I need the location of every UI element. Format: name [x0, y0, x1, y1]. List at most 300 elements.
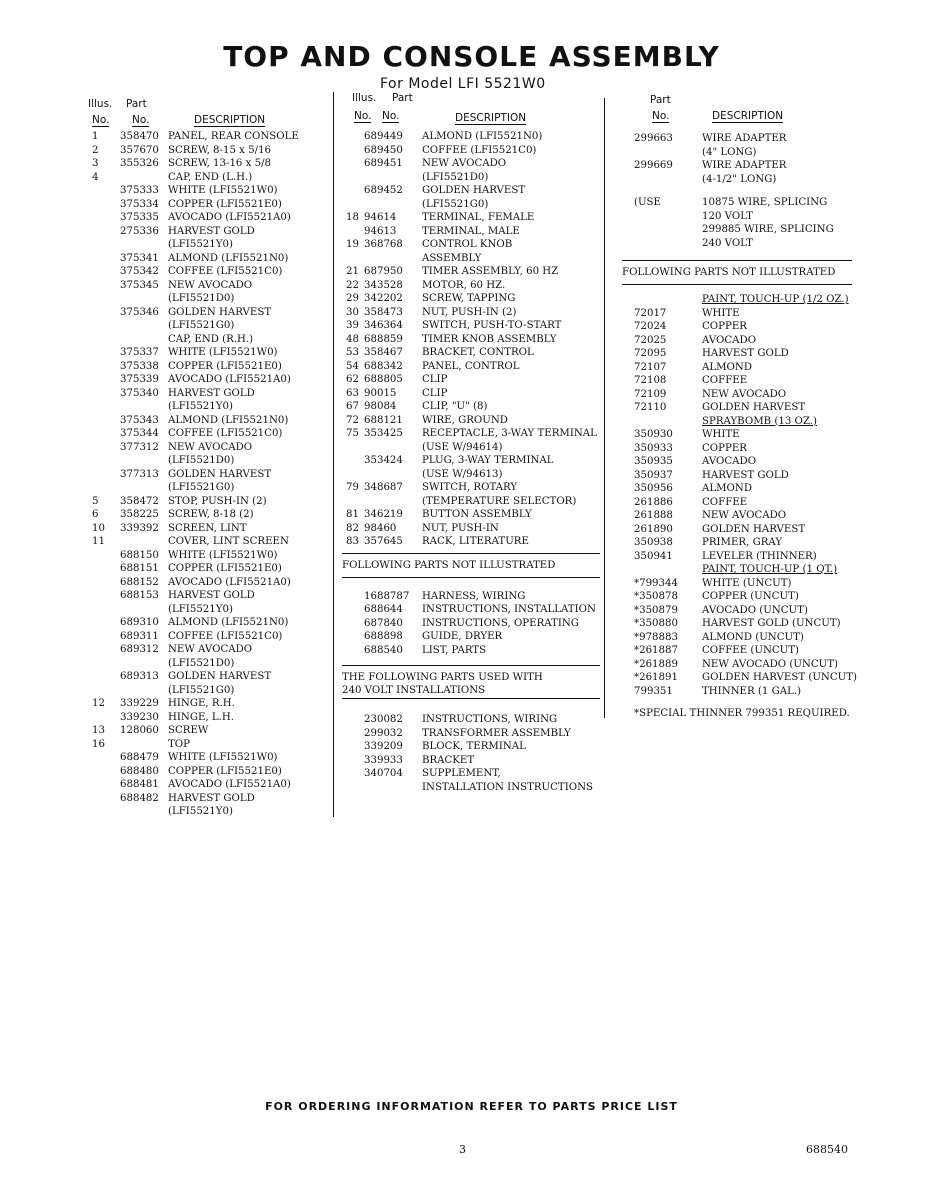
- part-description: INSTRUCTIONS, INSTALLATION: [422, 604, 596, 615]
- list-item: [88, 306, 328, 320]
- part-description: GOLDEN HARVEST: [422, 185, 526, 196]
- part-number: *261891: [634, 672, 678, 683]
- list-item: [88, 441, 328, 455]
- part-number: 688805: [364, 374, 403, 385]
- part-description: GOLDEN HARVEST (UNCUT): [702, 672, 857, 683]
- part-description: NUT, PUSH-IN: [422, 522, 499, 534]
- part-description: GOLDEN HARVEST: [168, 306, 272, 318]
- part-description: COFFEE (LFI5521C0): [422, 144, 537, 156]
- part-number: *799344: [634, 577, 678, 589]
- part-number: 299032: [364, 727, 403, 739]
- list-item: [342, 265, 600, 279]
- part-number: 72108: [634, 375, 667, 386]
- part-number: 94614: [364, 212, 397, 223]
- list-item: [622, 132, 852, 146]
- list-item: [342, 387, 600, 401]
- part-number: 375335: [120, 212, 159, 223]
- part-number: 689452: [364, 185, 403, 196]
- list-item: [342, 535, 600, 549]
- part-number: 688898: [364, 631, 403, 642]
- part-description: AVOCADO: [702, 456, 757, 467]
- part-description: ALMOND: [702, 483, 752, 494]
- list-item: [622, 361, 852, 375]
- part-description: 120 VOLT: [702, 210, 753, 222]
- illus-number: 75: [346, 428, 359, 439]
- list-item: [622, 496, 852, 510]
- part-description: NEW AVOCADO: [422, 158, 507, 169]
- part-description: SPRAYBOMB (13 OZ.): [702, 415, 817, 427]
- part-number: 689451: [364, 158, 403, 169]
- list-item: [88, 265, 328, 279]
- list-item: [342, 225, 600, 239]
- list-item: [88, 252, 328, 266]
- part-description: MOTOR, 60 HZ.: [422, 279, 506, 291]
- part-description: SCREW, TAPPING: [422, 293, 516, 304]
- list-item: [342, 184, 600, 198]
- part-description: CAP, END (L.H.): [168, 171, 253, 183]
- list-item: [88, 387, 328, 401]
- part-number: 688540: [364, 644, 403, 656]
- section-heading: FOLLOWING PARTS NOT ILLUSTRATED: [342, 559, 556, 571]
- part-number: *350880: [634, 618, 678, 629]
- list-item: [88, 616, 328, 630]
- part-description: AVOCADO: [702, 334, 757, 346]
- list-item: [622, 671, 857, 685]
- list-item: [342, 508, 600, 522]
- list-item: [342, 198, 600, 212]
- divider: [342, 577, 600, 578]
- part-description: CLIP: [422, 374, 448, 385]
- list-item: [88, 211, 328, 225]
- column-divider-1: [333, 92, 334, 817]
- illus-number: 62: [346, 374, 359, 385]
- document-number: 688540: [806, 1143, 848, 1156]
- part-description: NEW AVOCADO: [702, 388, 787, 400]
- part-number: 342202: [364, 293, 403, 304]
- part-number: 375344: [120, 428, 159, 439]
- illus-number: 30: [346, 306, 359, 318]
- part-number: 799351: [634, 685, 673, 697]
- list-item: [88, 630, 328, 644]
- part-description: CLIP: [422, 387, 448, 399]
- part-number: 377312: [120, 441, 159, 453]
- part-description: HINGE, L.H.: [168, 711, 234, 723]
- part-number: 1688787: [364, 590, 410, 602]
- part-description: NEW AVOCADO: [168, 279, 253, 291]
- part-description: INSTRUCTIONS, WIRING: [422, 714, 558, 725]
- list-item: [622, 455, 852, 469]
- part-description: SWITCH, ROTARY: [422, 482, 518, 493]
- part-number: 377313: [120, 468, 159, 480]
- part-description: ALMOND (LFI5521N0): [168, 617, 289, 628]
- list-item: [622, 146, 852, 160]
- list-item: [622, 196, 852, 210]
- list-item: [88, 346, 328, 360]
- part-description: RACK, LITERATURE: [422, 536, 529, 547]
- list-item: [622, 334, 852, 348]
- list-item: [342, 157, 600, 171]
- list-item: [342, 441, 600, 455]
- part-description: COFFEE (LFI5521C0): [168, 630, 283, 642]
- part-number: 375346: [120, 306, 159, 318]
- part-description: COPPER (LFI5521E0): [168, 198, 282, 210]
- part-description: HARNESS, WIRING: [422, 590, 526, 602]
- list-item: [342, 319, 600, 333]
- list-item: [88, 279, 328, 293]
- description-header: DESCRIPTION: [455, 112, 527, 124]
- part-description: ALMOND (LFI5521N0): [168, 414, 289, 426]
- illus-number: 22: [346, 279, 359, 291]
- part-description: ALMOND (UNCUT): [702, 631, 804, 643]
- list-item: [342, 495, 600, 509]
- part-description: SCREW: [168, 725, 209, 736]
- divider: [622, 260, 852, 261]
- part-number: 375341: [120, 252, 159, 264]
- part-number: 689450: [364, 144, 403, 156]
- part-description: (LFI5521Y0): [168, 806, 233, 817]
- part-description: WIRE, GROUND: [422, 414, 508, 426]
- part-description: PRIMER, GRAY: [702, 537, 783, 548]
- list-item: [622, 658, 852, 672]
- list-item: [622, 631, 852, 645]
- part-description: LIST, PARTS: [422, 644, 487, 656]
- illus-number: 4: [92, 171, 99, 183]
- part-description: PAINT, TOUCH-UP (1 QT.): [702, 564, 838, 575]
- list-item: [88, 171, 328, 185]
- list-item: [88, 184, 328, 198]
- illus-number: 79: [346, 482, 359, 493]
- part-description: WHITE (LFI5521W0): [168, 549, 278, 561]
- illus-number: 3: [92, 158, 99, 169]
- section-heading: FOLLOWING PARTS NOT ILLUSTRATED: [622, 267, 836, 278]
- list-item: [88, 360, 328, 374]
- part-number: 688153: [120, 590, 159, 601]
- part-number: 350933: [634, 442, 673, 454]
- list-item: [88, 603, 328, 617]
- part-description: (LFI5521Y0): [168, 239, 233, 250]
- description-header: DESCRIPTION: [194, 114, 266, 126]
- part-description: HARVEST GOLD: [702, 348, 789, 359]
- list-item: [342, 211, 600, 225]
- part-number: 230082: [364, 714, 403, 725]
- part-number: 689310: [120, 617, 159, 628]
- list-item: [622, 550, 852, 564]
- part-description: STOP, PUSH-IN (2): [168, 495, 267, 507]
- list-item: [88, 643, 328, 657]
- list-item: [88, 778, 328, 792]
- list-item: [88, 373, 328, 387]
- part-description: COFFEE: [702, 375, 748, 386]
- part-number: 688480: [120, 765, 159, 777]
- list-item: [88, 657, 328, 671]
- list-item: [622, 320, 852, 334]
- list-item: [88, 751, 328, 765]
- illus-number: 10: [92, 522, 105, 534]
- part-description: (LFI5521D0): [422, 171, 489, 183]
- part-number: 128060: [120, 725, 159, 736]
- part-description: CAP, END (R.H.): [168, 333, 254, 345]
- part-number: 375337: [120, 347, 159, 358]
- part-description: (LFI5521Y0): [168, 603, 233, 615]
- list-item: [622, 237, 852, 251]
- list-item: [88, 508, 328, 522]
- part-number: 299663: [634, 133, 673, 144]
- list-item: [342, 144, 600, 158]
- part-description: GOLDEN HARVEST: [702, 402, 806, 413]
- page-title: TOP AND CONSOLE ASSEMBLY: [223, 40, 720, 73]
- list-item: [622, 617, 852, 631]
- ordering-footer: FOR ORDERING INFORMATION REFER TO PARTS PRICE LIST: [265, 1100, 678, 1113]
- part-description: (USE W/94614): [422, 441, 503, 453]
- list-item: [622, 428, 852, 442]
- list-item: [88, 765, 328, 779]
- part-number: 353424: [364, 455, 403, 466]
- list-item: [342, 414, 600, 428]
- part-description: LEVELER (THINNER): [702, 550, 817, 562]
- part-number: 261890: [634, 523, 673, 535]
- part-number: 688482: [120, 792, 159, 804]
- part-description: TOP: [168, 738, 191, 750]
- part-number: 90015: [364, 387, 397, 399]
- part-number: 375338: [120, 360, 159, 372]
- illus-number: 2: [92, 144, 99, 156]
- part-number: 688479: [120, 752, 159, 763]
- divider: [342, 665, 600, 666]
- part-description: GOLDEN HARVEST: [702, 523, 806, 535]
- part-description: NUT, PUSH-IN (2): [422, 306, 517, 318]
- illus-number: 21: [346, 266, 359, 277]
- part-description: SUPPLEMENT,: [422, 768, 501, 779]
- part-description: ALMOND (LFI5521N0): [422, 131, 543, 142]
- part-number: 375343: [120, 414, 159, 426]
- part-number: *350879: [634, 604, 678, 616]
- part-description: (TEMPERATURE SELECTOR): [422, 495, 577, 507]
- part-number: 350935: [634, 456, 673, 467]
- list-item: [342, 522, 600, 536]
- part-description: CONTROL KNOB: [422, 239, 513, 250]
- list-item: [342, 171, 600, 185]
- illus-number: 82: [346, 522, 359, 534]
- part-number: 357645: [364, 536, 403, 547]
- part-description: WHITE (LFI5521W0): [168, 752, 278, 763]
- list-item: [342, 468, 600, 482]
- list-item: [88, 522, 328, 536]
- list-item: [622, 415, 852, 429]
- part-description: TRANSFORMER ASSEMBLY: [422, 727, 571, 739]
- part-description: HARVEST GOLD (UNCUT): [702, 618, 841, 629]
- list-item: [88, 535, 328, 549]
- part-description: CLIP, "U" (8): [422, 401, 488, 412]
- illus-number: 67: [346, 401, 359, 412]
- part-number: 689312: [120, 644, 159, 655]
- part-description: COPPER (LFI5521E0): [168, 360, 282, 372]
- part-description: GOLDEN HARVEST: [168, 671, 272, 682]
- part-number: 72025: [634, 334, 667, 346]
- column-divider-2: [604, 98, 605, 718]
- part-description: AVOCADO (LFI5521A0): [168, 374, 291, 385]
- part-number: 358467: [364, 347, 403, 358]
- part-number: 350930: [634, 429, 673, 440]
- part-description: COFFEE (LFI5521C0): [168, 266, 283, 277]
- list-item: [88, 454, 328, 468]
- part-description: HARVEST GOLD: [168, 387, 255, 399]
- list-item: [342, 454, 600, 468]
- part-number: 72017: [634, 307, 667, 319]
- part-number: 343528: [364, 279, 403, 291]
- list-item: [622, 159, 852, 173]
- list-item: [342, 481, 600, 495]
- part-description: HARVEST GOLD: [168, 792, 255, 804]
- list-item: [88, 319, 328, 333]
- list-item: [622, 388, 852, 402]
- illus-number: 12: [92, 698, 105, 709]
- part-description: COFFEE (UNCUT): [702, 645, 800, 656]
- list-item: [622, 401, 852, 415]
- parts-list: [88, 130, 328, 819]
- part-description: 240 VOLT: [702, 237, 753, 249]
- list-item: [88, 225, 328, 239]
- part-description: HARVEST GOLD: [702, 469, 789, 481]
- list-item: [342, 427, 600, 441]
- parts-list: [622, 293, 857, 698]
- part-number: 688644: [364, 604, 403, 615]
- parts-column-3: [622, 92, 857, 721]
- part-description: NEW AVOCADO: [168, 441, 253, 453]
- illus-number: 1: [92, 131, 99, 142]
- part-number: 346364: [364, 320, 403, 331]
- part-number: 688121: [364, 414, 403, 426]
- illus-number: 53: [346, 347, 359, 358]
- illus-number: 19: [346, 239, 359, 250]
- part-number: 72109: [634, 388, 667, 400]
- list-item: [88, 549, 328, 563]
- part-description: WHITE (UNCUT): [702, 577, 792, 589]
- part-description: SCREW, 13-16 x 5/8: [168, 158, 272, 169]
- column-header: [622, 92, 852, 130]
- illus-header: Illus.: [352, 92, 377, 104]
- illus-no-header: No.: [354, 110, 372, 122]
- part-description: COPPER (UNCUT): [702, 591, 799, 602]
- part-description: BRACKET: [422, 754, 475, 766]
- part-no-header: No.: [382, 110, 400, 122]
- list-item: [342, 252, 600, 266]
- part-number: 688151: [120, 563, 159, 574]
- part-number: 358225: [120, 509, 159, 520]
- list-item: [88, 805, 328, 819]
- illus-number: 18: [346, 212, 359, 223]
- list-item: [622, 223, 852, 237]
- part-number: 350938: [634, 537, 673, 548]
- part-description: (LFI5521G0): [168, 684, 235, 696]
- list-item: [622, 293, 852, 307]
- list-item: [88, 495, 328, 509]
- list-item: [622, 173, 852, 187]
- part-description: RECEPTACLE, 3-WAY TERMINAL: [422, 428, 597, 439]
- part-number: 346219: [364, 509, 403, 520]
- illus-number: 13: [92, 725, 105, 736]
- page-number: 3: [459, 1143, 466, 1156]
- section-heading: 240 VOLT INSTALLATIONS: [342, 685, 486, 696]
- part-number: 72107: [634, 361, 667, 373]
- column-header: [342, 92, 600, 130]
- list-item: [622, 644, 852, 658]
- part-number: 375342: [120, 266, 159, 277]
- part-description: (LFI5521G0): [168, 482, 235, 493]
- part-number: 350937: [634, 469, 673, 481]
- part-description: COFFEE: [702, 496, 748, 508]
- part-description: BUTTON ASSEMBLY: [422, 509, 532, 520]
- part-description: WIRE ADAPTER: [702, 133, 787, 144]
- part-number: 689449: [364, 131, 403, 142]
- list-item: [622, 577, 852, 591]
- list-item: [88, 792, 328, 806]
- part-number: (USE: [634, 197, 661, 208]
- list-item: [88, 697, 328, 711]
- parts-list: [622, 196, 852, 250]
- list-item: [88, 333, 328, 347]
- part-number: 375340: [120, 387, 159, 399]
- part-description: TIMER KNOB ASSEMBLY: [422, 333, 557, 345]
- list-item: [88, 481, 328, 495]
- list-item: [342, 130, 600, 144]
- list-item: [88, 198, 328, 212]
- part-description: SCREW, 8-18 (2): [168, 509, 254, 520]
- list-item: [342, 590, 600, 604]
- model-subtitle: For Model LFI 5521W0: [380, 76, 546, 92]
- part-description: (LFI5521G0): [168, 320, 235, 331]
- part-number: *978883: [634, 631, 678, 643]
- list-item: [342, 373, 600, 387]
- part-description: COFFEE (LFI5521C0): [168, 428, 283, 439]
- list-item: [88, 711, 328, 725]
- parts-list: [622, 132, 852, 186]
- list-item: [342, 238, 600, 252]
- part-number: 340704: [364, 768, 403, 779]
- part-description: AVOCADO (LFI5521A0): [168, 576, 291, 588]
- part-description: WHITE: [702, 307, 740, 319]
- part-description: ALMOND (LFI5521N0): [168, 252, 289, 264]
- list-item: [622, 509, 852, 523]
- part-description: COVER, LINT SCREEN: [168, 536, 289, 547]
- part-description: SWITCH, PUSH-TO-START: [422, 320, 562, 331]
- part-number: 357670: [120, 144, 159, 156]
- divider: [342, 553, 600, 554]
- illus-number: 63: [346, 387, 359, 399]
- part-number: 348687: [364, 482, 403, 493]
- list-item: [342, 617, 600, 631]
- part-description: COPPER (LFI5521E0): [168, 765, 282, 777]
- list-item: [342, 767, 600, 781]
- part-description: TIMER ASSEMBLY, 60 HZ: [422, 266, 559, 277]
- part-number: 368768: [364, 239, 403, 250]
- parts-column-2: [342, 92, 600, 794]
- part-description: COPPER: [702, 321, 747, 332]
- description-header: DESCRIPTION: [712, 110, 784, 122]
- part-description: (LFI5521Y0): [168, 401, 233, 412]
- part-header: Part: [392, 92, 413, 104]
- list-item: [342, 727, 600, 741]
- part-number: 687950: [364, 266, 403, 277]
- list-item: [88, 427, 328, 441]
- list-item: [342, 279, 600, 293]
- part-number: 688152: [120, 576, 159, 588]
- illus-number: 6: [92, 509, 99, 520]
- part-description: SCREEN, LINT: [168, 522, 247, 534]
- part-description: TERMINAL, FEMALE: [422, 212, 535, 223]
- part-description: ASSEMBLY: [422, 252, 482, 264]
- list-item: [342, 360, 600, 374]
- part-number: 689313: [120, 671, 159, 682]
